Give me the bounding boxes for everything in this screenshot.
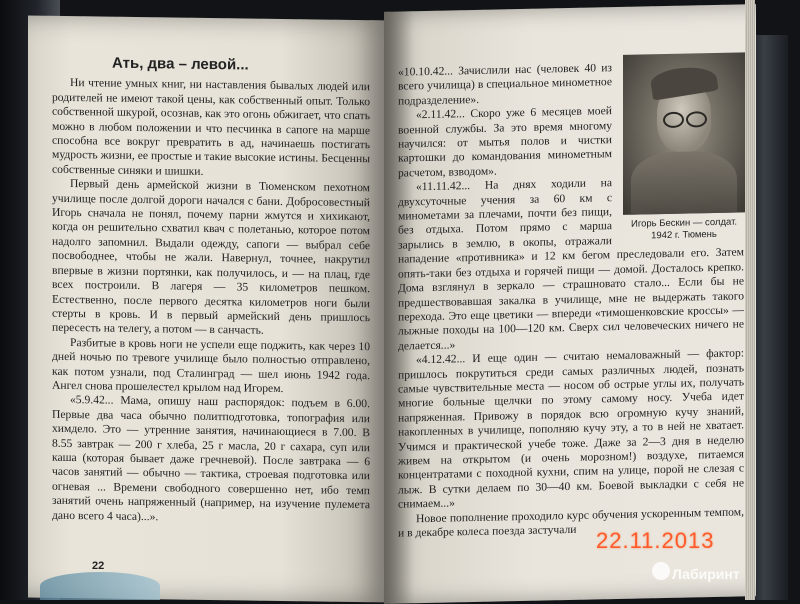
paragraph: «5.9.42... Мама, опишу наш распорядок: подъем в 6.00. Первые два часа обычно политподготовка, топография или химдело. Это — утренние занятия, начинающиеся в 7.00. В 8.55 завтрак — 200 г хлеба, 25 г масла, 20 г сахара, суп или каша (которая бывает даже гречневой). После завтрака — 6 часов занятий — обычно — тактика, строевая подготовка или огневая ... Времени свободного совершенно нет, ибо темп занятий очень напряженный (например, на изучение пулемета дано всего 4 часа)...». bbox=[52, 393, 370, 523]
labirint-logo-icon bbox=[652, 562, 670, 580]
paragraph: Ни чтение умных книг, ни наставления бывалых людей или родителей не имеют такой цены, как собственный опыт. Только собственной шкурой, осознав, как это огонь обжигает, что спать можно в любом положении и что песчинка в сапоге на марше способна все вокруг превратить в ад, начинаешь постигать мудрость жизни, ее простые и такие высокие истины. Бесценны собственные синяки и шишки. bbox=[52, 76, 370, 178]
paragraph: «10.10.42... Зачислили нас (человек 40 из всего училища) в специальное минометное подразделение». bbox=[398, 61, 612, 108]
date-stamp: 22.11.2013 bbox=[596, 528, 715, 553]
chapter-title: Ать, два – левой... bbox=[112, 54, 249, 74]
photo-caption bbox=[620, 216, 748, 243]
watermark: Лабиринт bbox=[672, 566, 740, 582]
bookmark-shadow bbox=[40, 572, 160, 600]
paragraph: «11.11.42... На днях ходили на двухсуточные учения за 60 км с минометами за плечами, почти без пищи, без отдыха. Потом прямо с марша зарылись в землю, в окопы, отражали нападение «противника» и 12 км бегом преследовали его. Затем опять-таки без отдыха и горячей пищи — домой. Досталось крепко. Дома взглянул в зеркало — страшновато стало... Если бы не предшествовавшая закалка в училище, мне не выдержать такого перехода. Это еще цветики — впереди «тимошенковские кроссы» — лыжные походы на 100—120 км. Сверх сил человеческих ничего не делается...» bbox=[398, 176, 744, 353]
photo-caption-line-2: 1942 г. Тюмень bbox=[651, 228, 717, 242]
paragraph: Разбитые в кровь ноги не успели еще поджить, как через 10 дней ночью по тревоге училище было полностью отправлено, как потом узнали, под Сталинград — шел июнь 1942 года. Ангел снова прошелестел крылом над Игорем. bbox=[52, 335, 370, 395]
paragraph: «4.12.42... И еще один — считаю немаловажный — фактор: пришлось покрутиться среди самых различных людей, познать самые чувствительные места — носом об острые углы их, получать многие больные щелчки по этому самому носу. Учеба идет напряженная. Привожу в порядок всю огромную кучу знаний, накопленных в училище, пополняю кучу эту, а то в ней не хватает. Учимся и практической учебе тоже. Даже за 2—3 дня в неделю живем на открытом (и очень морозном!) воздухе, питаемся концентратами с походной кухни, спим на улице, порой не слезая с лыж. В сутки делаем по 30—40 км. Боевой выкладки с себя не снимаем...» bbox=[398, 346, 744, 511]
photo-caption-line-1: Игорь Бескин — солдат. bbox=[630, 216, 738, 230]
photo-figure bbox=[620, 52, 748, 243]
paragraph: «2.11.42... Скоро уже 6 месяцев моей военной службы. За это время многому научился: от мытья полов и чистки картошки до командования минометным расчетом, взводом». bbox=[398, 104, 612, 180]
paragraph: Первый день армейской жизни в Тюменском пехотном училище после долгой дороги начался с бани. Добросовестный Игорь сначала не понял, почему парни жмутся и хихикают, когда он решительно схватил квач с полетанью, которое потом надолго запомнил. Выдали одежду, сапоги — выбрал себе посвободнее, чтобы не жали. Навернул, точнее, накрутил впервые в жизни портянки, как получилось, и — на плац, где всех построили. В лагеря — 35 километров пешком. Естественно, после первого десятка километров ноги были стерты в кровь. И в первый армейский день пришлось пересесть на телегу, а потом — в санчасть. bbox=[52, 177, 370, 338]
portrait-photo bbox=[623, 52, 745, 215]
page-number: 22 bbox=[92, 560, 105, 572]
right-page-text bbox=[398, 58, 744, 541]
left-page-text bbox=[52, 56, 370, 527]
paragraph: Новое пополнение проходило курс обучения ускоренным темпом, и в декабре колеса поезда застучали bbox=[398, 504, 744, 540]
